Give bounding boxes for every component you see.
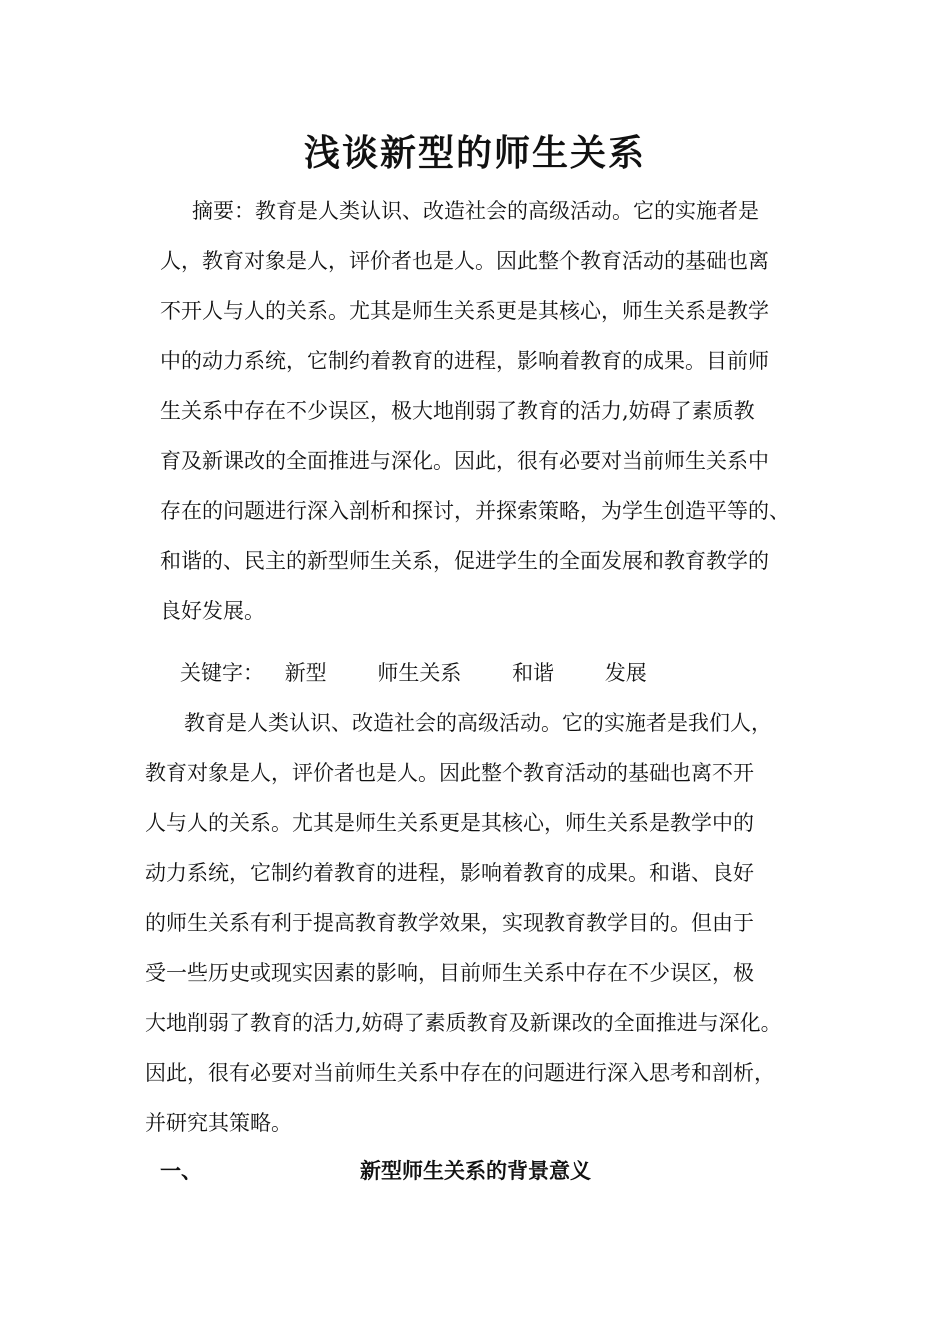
body-line: 教育是人类认识、改造社会的高级活动。它的实施者是我们人， [184,711,772,735]
section-number: 一、 [160,1158,202,1183]
body-line: 的师生关系有利于提高教育教学效果，实现教育教学目的。但由于 [145,911,754,935]
body-line: 动力系统，它制约着教育的进程，影响着教育的成果。和谐、良好 [145,861,754,885]
body-line: 受一些历史或现实因素的影响，目前师生关系中存在不少误区，极 [145,961,754,985]
keyword-item: 新型 [284,661,327,685]
abstract-line: 摘要：教育是人类认识、改造社会的高级活动。它的实施者是 [192,199,759,223]
abstract-line: 人，教育对象是人，评价者也是人。因此整个教育活动的基础也离 [160,249,769,273]
abstract-line: 生关系中存在不少误区，极大地削弱了教育的活力,妨碍了素质教 [160,399,755,423]
abstract-line: 不开人与人的关系。尤其是师生关系更是其核心，师生关系是教学 [160,299,769,323]
body-line: 因此，很有必要对当前师生关系中存在的问题进行深入思考和剖析， [145,1061,775,1085]
abstract-line: 中的动力系统，它制约着教育的进程，影响着教育的成果。目前师 [160,349,769,373]
body-line: 大地削弱了教育的活力,妨碍了素质教育及新课改的全面推进与深化。 [145,1011,782,1035]
abstract-line: 和谐的、民主的新型师生关系，促进学生的全面发展和教育教学的 [160,549,769,573]
keywords-label: 关键字： [180,661,264,685]
body-line: 教育对象是人，评价者也是人。因此整个教育活动的基础也离不开 [145,761,754,785]
abstract-line: 存在的问题进行深入剖析和探讨，并探索策略，为学生创造平等的、 [160,499,790,523]
abstract-line: 育及新课改的全面推进与深化。因此，很有必要对当前师生关系中 [160,449,769,473]
keywords-row [180,658,691,688]
section-heading [160,1156,591,1186]
body-line: 并研究其策略。 [145,1111,292,1135]
keyword-item: 发展 [604,661,647,685]
abstract-line: 良好发展。 [160,599,265,623]
section-title: 新型师生关系的背景意义 [360,1158,591,1183]
body-line: 人与人的关系。尤其是师生关系更是其核心，师生关系是教学中的 [145,811,754,835]
document-title: 浅谈新型的师生关系 [303,132,646,174]
keyword-item: 和谐 [512,661,555,685]
keyword-item: 师生关系 [377,661,462,685]
